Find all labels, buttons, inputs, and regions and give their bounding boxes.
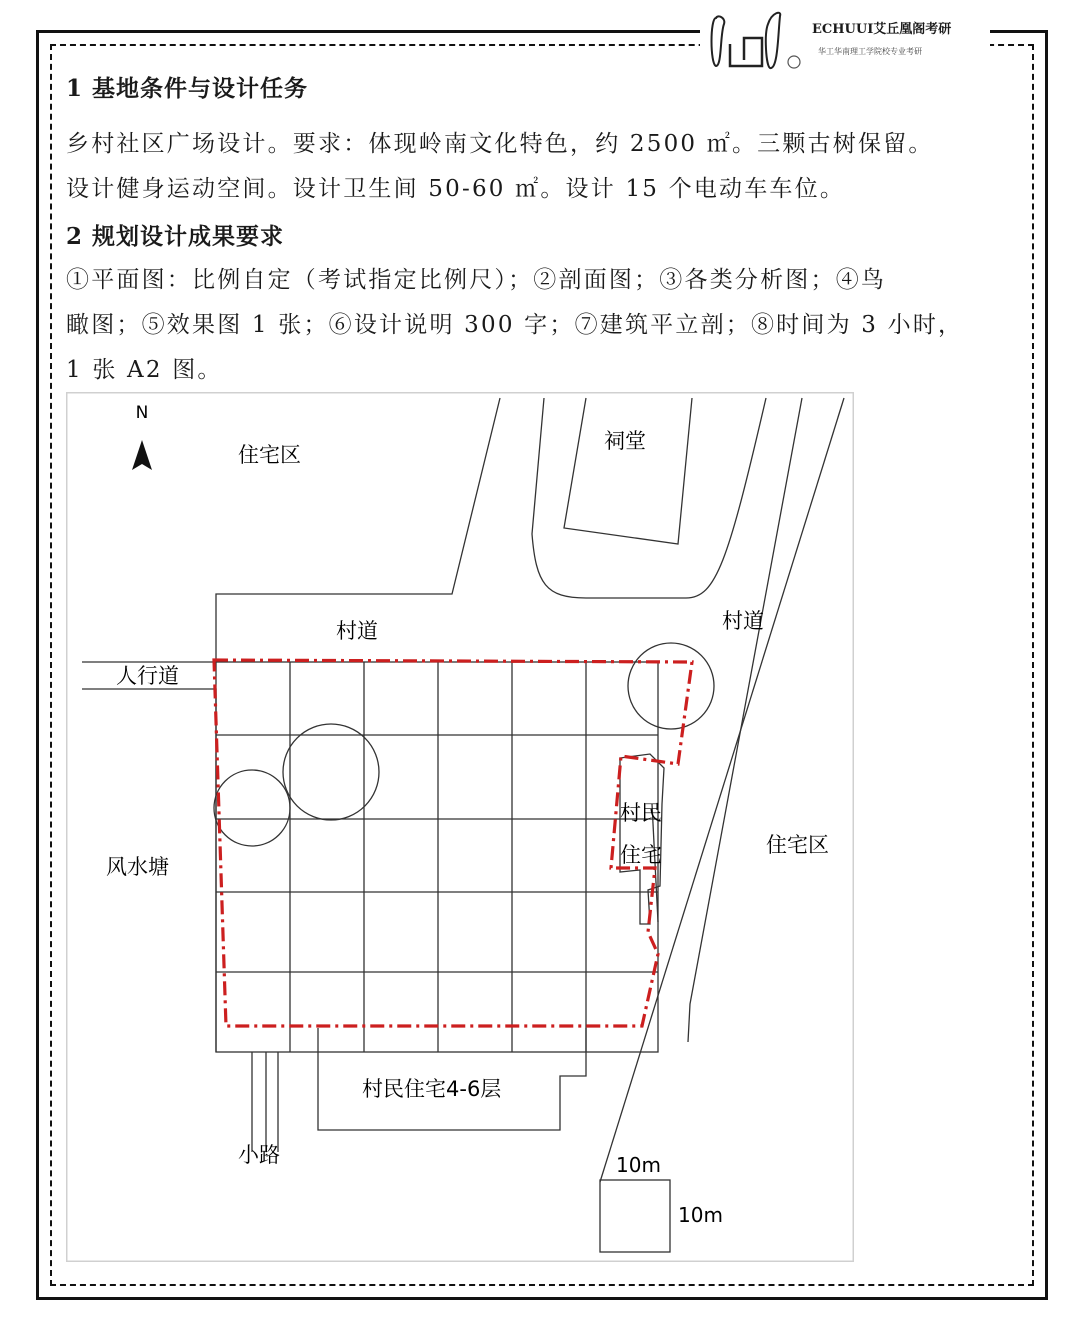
logo-mark-icon (700, 4, 810, 74)
brand-name: ECHUUI艾丘凰阁考研 (812, 22, 952, 37)
section1-body (66, 122, 1036, 212)
section2-body (66, 258, 1036, 393)
label-villager-house-1: 村民 (620, 801, 662, 825)
north-label: N (135, 403, 149, 423)
section1-line: 乡村社区广场设计。要求：体现岭南文化特色，约 2500 ㎡。三颗古树保留。 (66, 131, 934, 157)
label-residential-e: 住宅区 (766, 833, 829, 857)
brand-logo (700, 4, 990, 74)
label-sidewalk: 人行道 (116, 664, 179, 688)
section1-heading: 1 基地条件与设计任务 (66, 75, 309, 102)
section1-line: 设计健身运动空间。设计卫生间 50-60 ㎡。设计 15 个电动车车位。 (66, 176, 846, 202)
label-ancestral-hall: 祠堂 (604, 429, 646, 453)
section2-heading: 2 规划设计成果要求 (66, 223, 285, 250)
label-path: 小路 (238, 1143, 280, 1167)
label-scale-height: 10m (678, 1203, 723, 1227)
section2-line: 瞰图；⑤效果图 1 张；⑥设计说明 300 字；⑦建筑平立剖；⑧时间为 3 小时， (66, 312, 964, 338)
site-plan-drawing (66, 392, 854, 1262)
label-village-road-e: 村道 (722, 609, 764, 633)
brand-subtitle: 华工华南理工学院校专业考研 (818, 47, 922, 56)
label-villager-housing-46: 村民住宅4-6层 (362, 1077, 502, 1101)
label-scale-width: 10m (616, 1153, 661, 1177)
label-village-road-n: 村道 (336, 619, 378, 643)
section2-line: ①平面图：比例自定（考试指定比例尺）；②剖面图；③各类分析图；④鸟 (66, 267, 887, 293)
section2-line: 1 张 A2 图。 (66, 357, 223, 383)
site-plan (66, 392, 854, 1262)
label-residential-nw: 住宅区 (238, 443, 301, 467)
label-fengshui-pond: 风水塘 (106, 855, 169, 879)
label-villager-house-2: 住宅 (620, 843, 662, 867)
